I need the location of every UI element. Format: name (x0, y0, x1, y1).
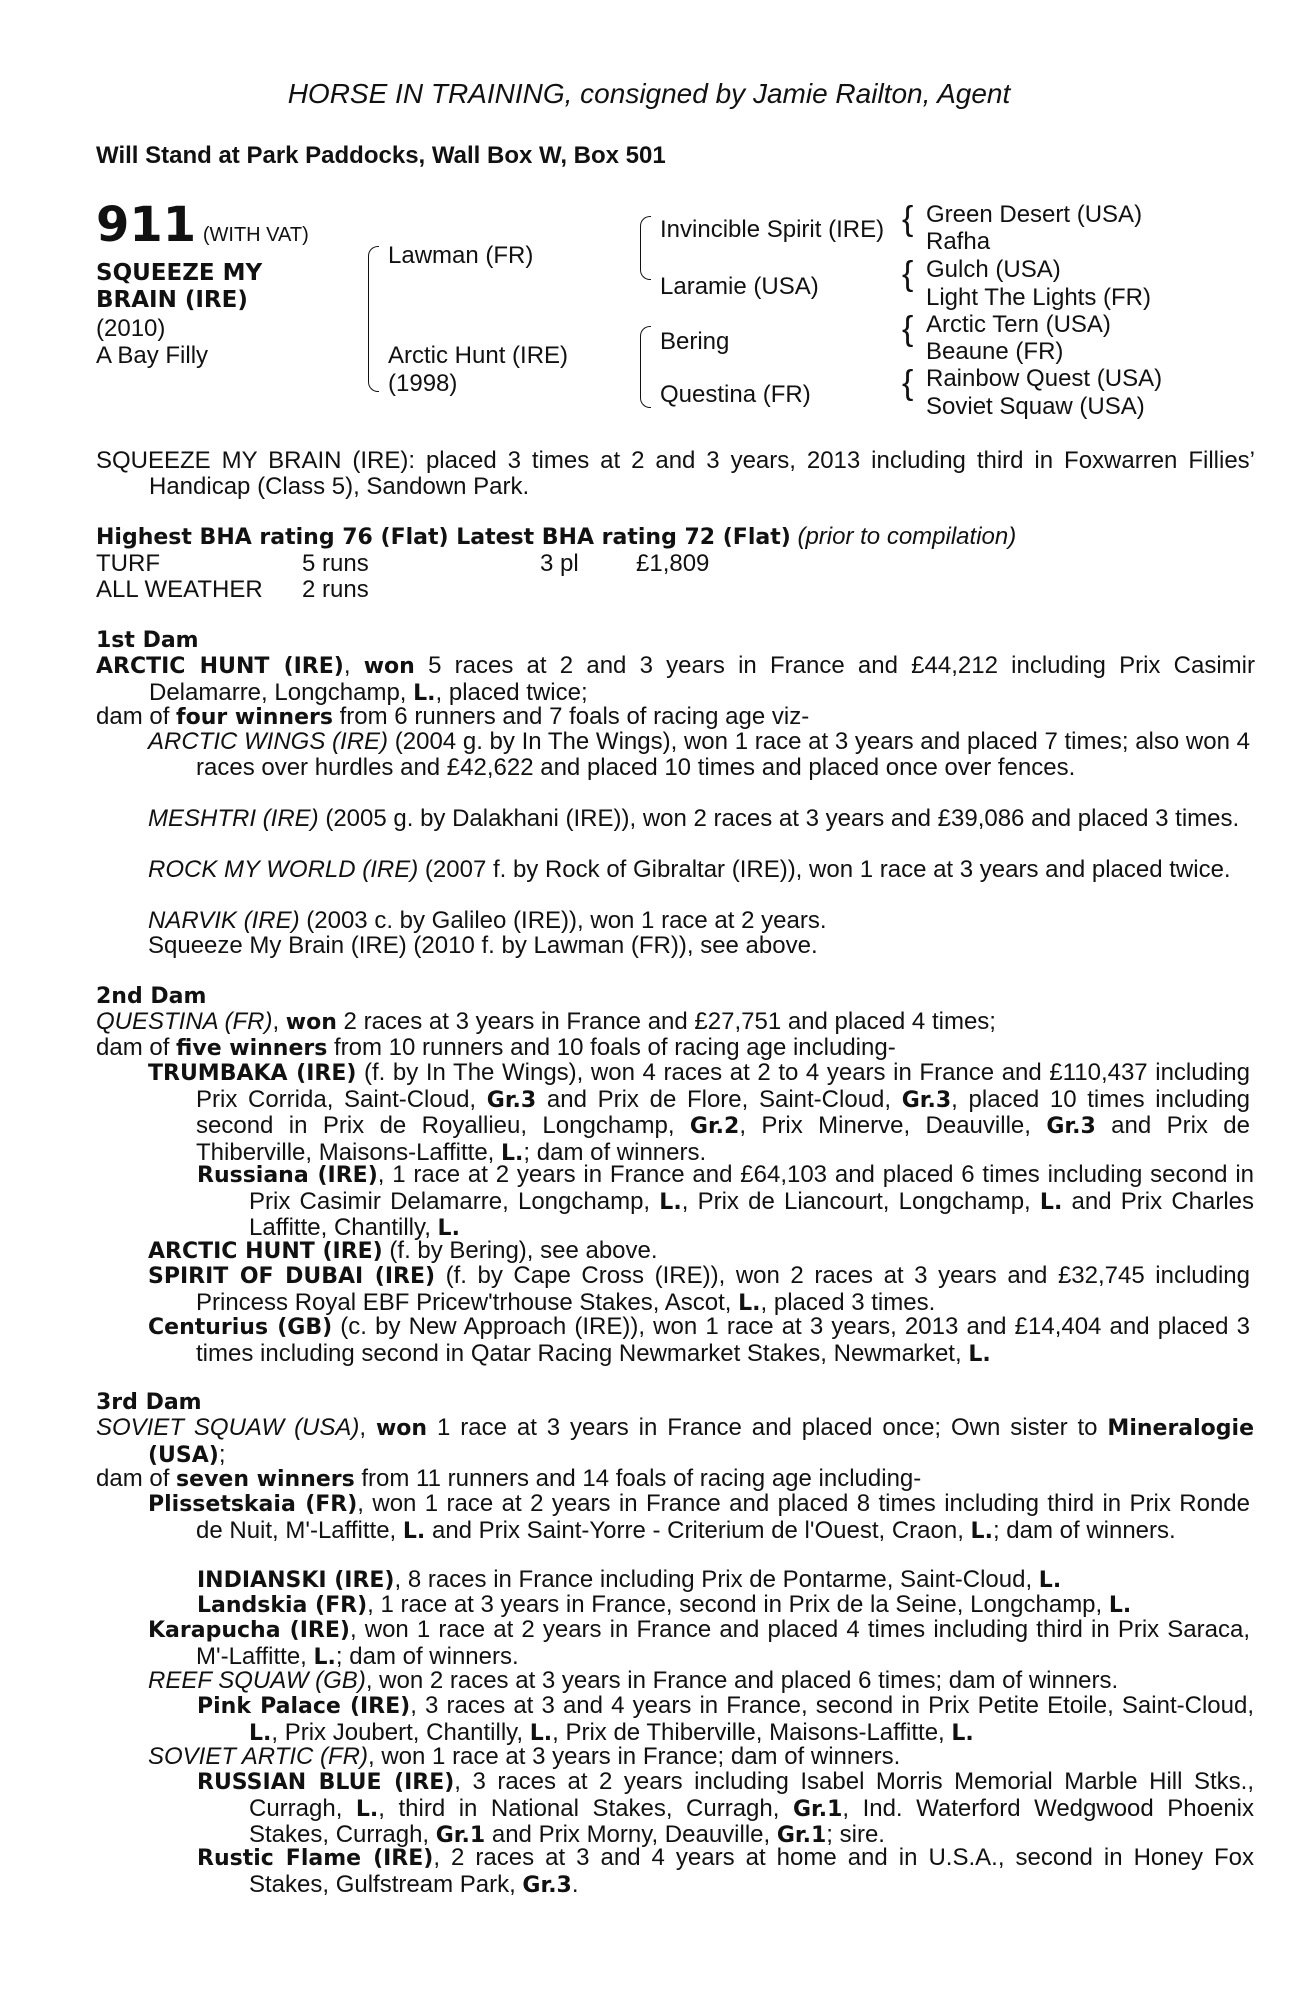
pedigree-sds: Gulch (USA) (926, 256, 1061, 283)
pedigree-sdd: Light The Lights (FR) (926, 284, 1151, 311)
turf-runs: 5 runs (302, 550, 369, 577)
turf-label: TURF (96, 550, 160, 577)
brace-ds-parents: { (902, 310, 914, 348)
turf-placed: 3 pl (540, 550, 579, 577)
list-item: Karapucha (IRE), won 1 race at 2 years in France and placed 4 times including third in Prix Saraca, M'-Laffitte, L.; dam of winners. (148, 1616, 1251, 1670)
list-item: ARCTIC HUNT (IRE) (f. by Bering), see above. (148, 1237, 658, 1264)
brace-dam-parents (640, 326, 651, 408)
list-item: Rustic Flame (IRE), 2 races at 3 and 4 years at home and in U.S.A., second in Honey Fox Stakes, Gulfstream Park, Gr.3. (197, 1844, 1255, 1898)
list-item: ROCK MY WORLD (IRE) (2007 f. by Rock of Gibraltar (IRE)), won 1 race at 3 years and placed twice. (148, 856, 1231, 883)
page-title: HORSE IN TRAINING, consigned by Jamie Railton, Agent (287, 78, 1011, 109)
brace-sd-parents: { (902, 255, 914, 293)
pedigree-dsd: Beaune (FR) (926, 338, 1064, 365)
third-dam-heading: 3rd Dam (96, 1390, 202, 1415)
list-item: ARCTIC WINGS (IRE) (2004 g. by In The Wings), won 1 race at 3 years and placed 7 times; also won 4 races over hurdles and £42,622 and placed 10 times and placed once over fences. (148, 728, 1250, 781)
first-dam-record: ARCTIC HUNT (IRE), won 5 races at 2 and 3 years in France and £44,212 including Prix Casimir Delamarre, Longchamp, L., placed twice; (96, 652, 1255, 706)
vat-note: (WITH VAT) (202, 224, 309, 246)
bha-rating (96, 524, 1202, 551)
horse-name-line1: SQUEEZE MY (96, 260, 263, 286)
list-item: Russiana (IRE), 1 race at 2 years in France and £64,103 and placed 6 times including second in Prix Casimir Delamarre, Longchamp, L., Prix de Liancourt, Longchamp, L. and Prix Charles Laffitte, Chantilly, L. (197, 1161, 1255, 1241)
second-dam-record: QUESTINA (FR), won 2 races at 3 years in France and £27,751 and placed 4 times; (96, 1008, 996, 1035)
lot-number: 911 (96, 197, 197, 253)
aw-label: ALL WEATHER (96, 576, 263, 603)
rating-note: (prior to compilation) (797, 523, 1017, 550)
pedigree-dam-year: (1998) (388, 370, 458, 397)
pedigree-sire: Lawman (FR) (388, 242, 534, 269)
list-item: Centurius (GB) (c. by New Approach (IRE)), won 1 race at 3 years, 2013 and £14,404 and placed 3 times including second in Qatar Racing Newmarket Stakes, Newmarket, L. (148, 1313, 1250, 1367)
list-item: INDIANSKI (IRE), 8 races in France including Prix de Pontarme, Saint-Cloud, L. (197, 1566, 1062, 1593)
second-dam-heading: 2nd Dam (96, 984, 207, 1009)
list-item: MESHTRI (IRE) (2005 g. by Dalakhani (IRE)), won 2 races at 3 years and £39,086 and placed 3 times. (148, 805, 1240, 832)
pedigree-dds: Rainbow Quest (USA) (926, 365, 1163, 392)
first-dam-produce-summary: dam of four winners from 6 runners and 7 foals of racing age viz- (96, 703, 810, 730)
stand-location: Will Stand at Park Paddocks, Wall Box W, Box 501 (96, 142, 666, 169)
list-item: REEF SQUAW (GB), won 2 races at 3 years in France and placed 6 times; dam of winners. (148, 1667, 1119, 1694)
brace-ss-parents: { (902, 200, 914, 238)
brace-sire-parents (640, 216, 651, 280)
list-item: Landskia (FR), 1 race at 3 years in France, second in Prix de la Seine, Longchamp, L. (197, 1591, 1132, 1618)
pedigree-ddd: Soviet Squaw (USA) (926, 393, 1145, 420)
list-item: NARVIK (IRE) (2003 c. by Galileo (IRE)), won 1 race at 2 years. (148, 907, 827, 934)
pedigree-table (96, 198, 1202, 438)
brace-dd-parents: { (902, 364, 914, 402)
list-item: SPIRIT OF DUBAI (IRE) (f. by Cape Cross (IRE)), won 2 races at 3 years and £32,745 including Princess Royal EBF Pricew'trhouse Stakes, Ascot, L., placed 3 times. (148, 1262, 1250, 1316)
pedigree-sss: Green Desert (USA) (926, 201, 1143, 228)
foaling-year: (2010) (96, 315, 166, 342)
list-item: Plissetskaia (FR), won 1 race at 2 years in France and placed 8 times including third in Prix Ronde de Nuit, M'-Laffitte, L. and Prix Saint-Yorre - Criterium de l'Ouest, Craon, L.; dam of winners. (148, 1490, 1251, 1544)
pedigree-sire-dam: Laramie (USA) (660, 273, 819, 300)
list-item: RUSSIAN BLUE (IRE), 3 races at 2 years including Isabel Morris Memorial Marble Hill Stks., Curragh, L., third in National Stakes, Curragh, Gr.1, Ind. Waterford Wedgwood Phoenix Stakes, Curragh, Gr.1 and Prix Morny, Deauville, Gr.1; sire. (197, 1768, 1255, 1848)
pedigree-dam-dam: Questina (FR) (660, 381, 811, 408)
aw-runs: 2 runs (302, 576, 369, 603)
rating-values: Highest BHA rating 76 (Flat) Latest BHA rating 72 (Flat) (96, 525, 791, 550)
pedigree-ssd: Rafha (926, 228, 991, 255)
first-dam-heading: 1st Dam (96, 628, 199, 653)
second-dam-produce-summary: dam of five winners from 10 runners and 10 foals of racing age including- (96, 1034, 896, 1061)
horse-name-line2: BRAIN (IRE) (96, 287, 248, 313)
horse-sex-colour: A Bay Filly (96, 342, 209, 369)
list-item: TRUMBAKA (IRE) (f. by In The Wings), won 4 races at 2 to 4 years in France and £110,437 including Prix Corrida, Saint-Cloud, Gr.3 and Prix de Flore, Saint-Cloud, Gr.3, placed 10 times including second in Prix de Royallieu, Longchamp, Gr.2, Prix Minerve, Deauville, Gr.3 and Prix de Thiberville, Maisons-Laffitte, L.; dam of winners. (148, 1059, 1251, 1166)
race-summary: SQUEEZE MY BRAIN (IRE): placed 3 times at 2 and 3 years, 2013 including third in Foxwarren Fillies’ Handicap (Class 5), Sandown Park. (96, 447, 1255, 500)
pedigree-sire-sire: Invincible Spirit (IRE) (660, 216, 885, 243)
brace-sire-dam (368, 246, 379, 392)
turf-earnings: £1,809 (636, 550, 710, 577)
third-dam-produce-summary: dam of seven winners from 11 runners and 14 foals of racing age including- (96, 1465, 922, 1492)
list-item: Pink Palace (IRE), 3 races at 3 and 4 years in France, second in Prix Petite Etoile, Saint-Cloud, L., Prix Joubert, Chantilly, L., Prix de Thiberville, Maisons-Laffitte, L. (197, 1692, 1254, 1746)
lot-number-line (96, 197, 309, 253)
pedigree-dam-sire: Bering (660, 328, 730, 355)
pedigree-dss: Arctic Tern (USA) (926, 311, 1111, 338)
third-dam-record: SOVIET SQUAW (USA), won 1 race at 3 years in France and placed once; Own sister to Mineralogie (USA); (96, 1414, 1254, 1468)
list-item: SOVIET ARTIC (FR), won 1 race at 3 years in France; dam of winners. (148, 1743, 901, 1770)
pedigree-dam: Arctic Hunt (IRE) (388, 342, 569, 369)
list-item: Squeeze My Brain (IRE) (2010 f. by Lawman (FR)), see above. (148, 932, 818, 959)
